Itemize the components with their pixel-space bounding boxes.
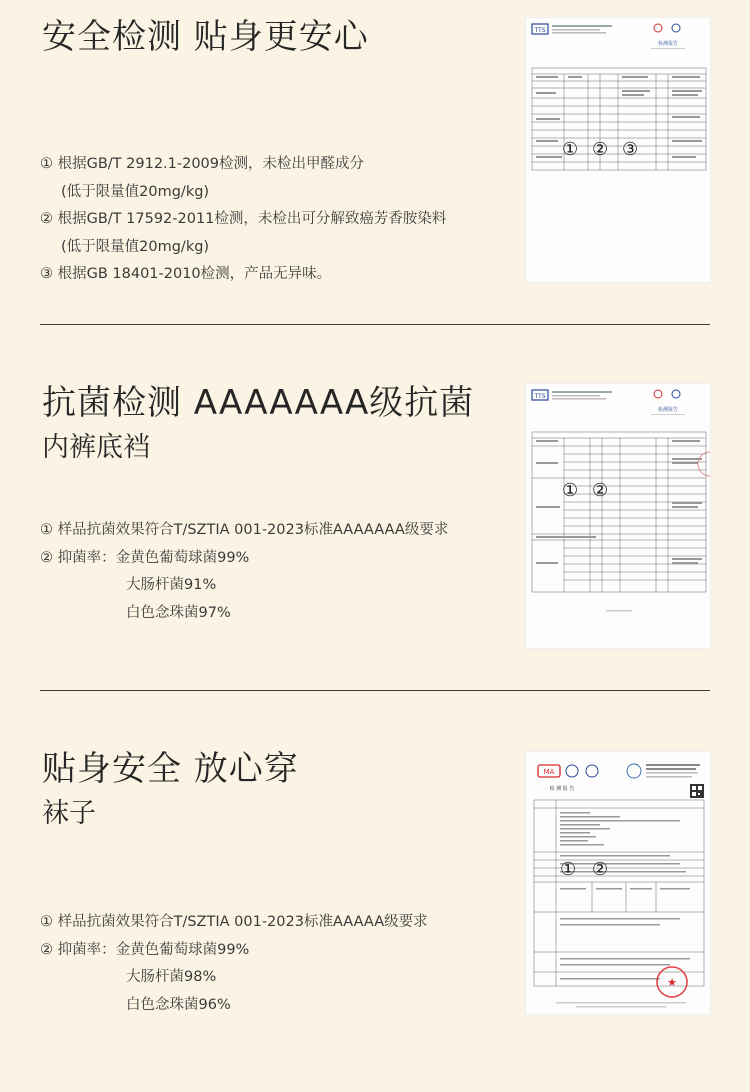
section-title: 贴身安全 放心穿 (42, 749, 299, 789)
note-standard: ① 样品抗菌效果符合T/SZTIA 001-2023标准AAAAAAA级要求 (40, 522, 449, 538)
section-antibacterial-socks (0, 691, 750, 1092)
test-notes (40, 151, 510, 289)
report-document-graphic (526, 752, 711, 1015)
note-formaldehyde-limit: (低于限量值20mg/kg) (61, 183, 210, 200)
lab-logo-text: TTS (534, 27, 546, 34)
test-report-image (525, 383, 711, 649)
note-odor: ③ 根据GB 18401-2010检测，产品无异味。 (40, 266, 332, 282)
note-formaldehyde: ① 根据GB/T 2912.1-2009检测，未检出甲醛成分 (40, 156, 365, 172)
note-azo-dyes: ② 根据GB/T 17592-2011检测，未检出可分解致癌芳香胺染料 (40, 211, 447, 227)
test-notes (40, 909, 510, 1019)
report-marker-2: ② (592, 859, 609, 880)
report-marker-3: ③ (622, 139, 639, 160)
test-report-image (525, 17, 711, 283)
report-document-graphic (526, 18, 711, 283)
report-header: 检 测 报 告 (549, 786, 575, 792)
report-marker-2: ② (592, 480, 609, 501)
section-title: 安全检测 贴身更安心 (42, 17, 369, 57)
note-staphylococcus: ② 抑菌率：金黄色葡萄球菌99% (40, 941, 250, 958)
report-header: 检测报告 (657, 407, 679, 413)
section-antibacterial-underwear (0, 325, 750, 691)
report-marker-1: ① (562, 139, 579, 160)
section-subtitle: 内裤底裆 (42, 432, 150, 463)
section-safety-test (0, 0, 750, 325)
section-title: 抗菌检测 AAAAAAA级抗菌 (42, 383, 475, 423)
ma-logo-text: MA (543, 768, 555, 776)
section-subtitle: 袜子 (42, 798, 96, 829)
lab-logo-text: TTS (534, 393, 546, 400)
note-azo-limit: (低于限量值20mg/kg) (61, 238, 210, 255)
note-standard: ① 样品抗菌效果符合T/SZTIA 001-2023标准AAAAA级要求 (40, 914, 428, 930)
note-candida: 白色念珠菌96% (126, 996, 231, 1013)
test-notes (40, 517, 510, 627)
report-marker-1: ① (560, 859, 577, 880)
report-marker-1: ① (562, 480, 579, 501)
note-staphylococcus: ② 抑菌率：金黄色葡萄球菌99% (40, 549, 250, 566)
stamp-star-icon: ★ (667, 976, 677, 989)
report-document-graphic (526, 384, 711, 649)
report-marker-2: ② (592, 139, 609, 160)
test-report-image (525, 751, 711, 1015)
note-candida: 白色念珠菌97% (126, 604, 231, 621)
report-header: 检测报告 (657, 41, 679, 47)
note-ecoli: 大肠杆菌98% (126, 969, 217, 985)
note-ecoli: 大肠杆菌91% (126, 577, 217, 593)
